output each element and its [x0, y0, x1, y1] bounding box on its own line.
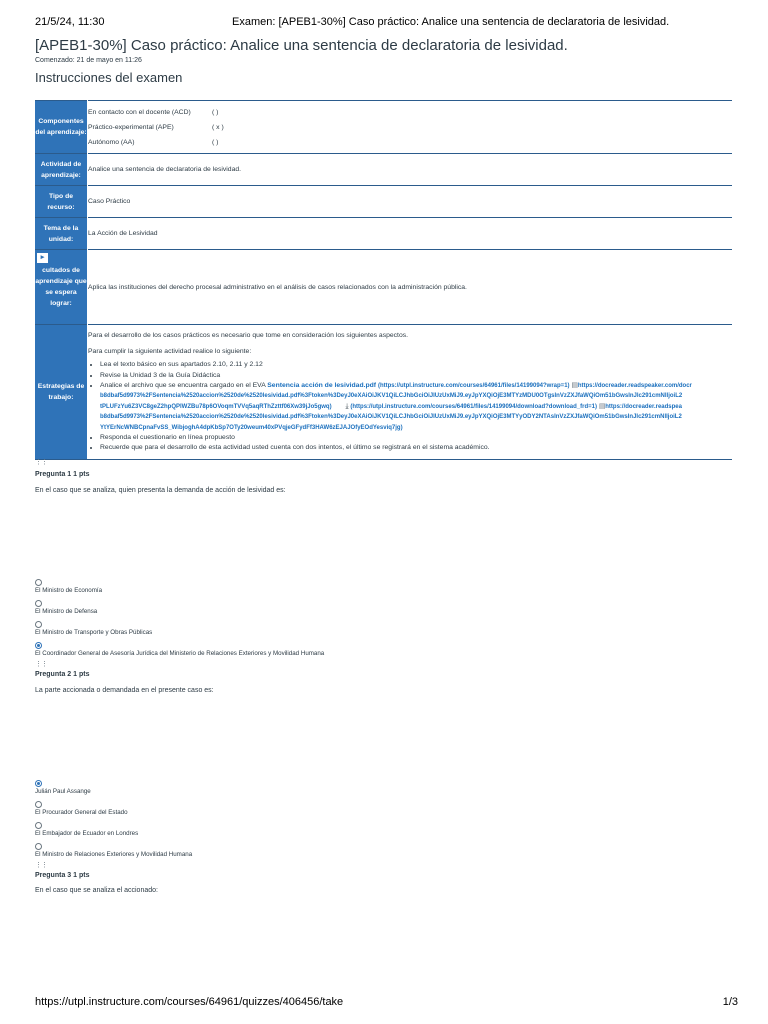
answer-label[interactable]: El Ministro de Economía	[35, 587, 103, 594]
answer-label[interactable]: El Ministro de Defensa	[35, 608, 98, 615]
question-text: En el caso que se analiza el accionado:	[35, 887, 158, 894]
page-url: https://utpl.instructure.com/courses/64961/quizzes/406456/take	[35, 996, 344, 1008]
instructions-heading: Instrucciones del examen	[35, 70, 183, 85]
row-componentes	[35, 101, 732, 154]
list-item: • Lea el texto básico en sus apartados 2.10, 2.11 y 2.12	[100, 360, 728, 370]
expand-toggle-icon[interactable]: ▸	[37, 253, 48, 263]
readspeaker-icon: ▤	[598, 402, 606, 410]
page-number: 1/3	[722, 996, 738, 1008]
label-componentes: Componentes del aprendizaje:	[35, 101, 88, 154]
strategy-paragraph: Para cumplir la siguiente actividad realice lo siguiente:	[88, 348, 252, 356]
answer-radio[interactable]	[35, 822, 42, 829]
answer-radio[interactable]	[35, 843, 42, 850]
row-resultados	[35, 250, 732, 325]
readspeaker-link[interactable]: YtYErNcWNBCpnaFvSS_WibjoghA4dpKbSp7OTy20weum40xPVqjeGFydFf3HAW6zEJAJOfyEOdYesviq7jg)	[100, 424, 403, 431]
answer-radio[interactable]	[35, 801, 42, 808]
strategy-list	[88, 360, 728, 454]
question-header: Pregunta 1 1 pts	[35, 471, 90, 478]
answer-label[interactable]: El Ministro de Transporte y Obras Públicas	[35, 629, 153, 636]
label-tema: Tema de la unidad:	[35, 218, 88, 250]
print-datetime: 21/5/24, 11:30	[35, 16, 105, 28]
label-estrategias: Estrategias de trabajo:	[35, 325, 88, 460]
drag-handle-icon[interactable]: ⋮⋮	[35, 459, 47, 466]
value-tema: La Acción de Lesividad	[88, 218, 733, 250]
readspeaker-link[interactable]: b8dbaf5d9973%2FSentencia%2520accion%2520de%2520lesividad.pdf%3Ftoken%3DeyJ0eXAiOiJKV1QiLCJhbGciOiJIUzUxMiJ9.eyJpYXQiOjE3MTYyODY2NTAsInVzZXJfaWQiOm51bGwsInJlc291cmNlIjoiL2	[100, 414, 682, 421]
componente-item: En contacto con el docente (ACD) ( )	[88, 108, 219, 116]
answer-label[interactable]: El Ministro de Relaciones Exteriores y Movilidad Humana	[35, 851, 193, 858]
exam-info-table	[35, 100, 732, 460]
strategy-paragraph: Para el desarrollo de los casos prácticos es necesario que tome en consideración los siguientes aspectos.	[88, 332, 409, 340]
list-item: • Responda el cuestionario en línea propuesto	[100, 433, 728, 443]
drag-handle-icon[interactable]: ⋮⋮	[35, 661, 47, 668]
label-tipo: Tipo de recurso:	[35, 186, 88, 218]
row-estrategias	[35, 325, 732, 460]
question-text: En el caso que se analiza, quien presenta la demanda de acción de lesividad es:	[35, 487, 286, 494]
componente-item: Autónomo (AA) ( )	[88, 138, 219, 146]
sentencia-pdf-link[interactable]: Sentencia acción de lesividad.pdf	[267, 381, 377, 389]
answer-label[interactable]: El Coordinador General de Asesoría Jurídica del Ministerio de Relaciones Exteriores y Movilidad Humana	[35, 650, 325, 657]
question-text: La parte accionada o demandada en el presente caso es:	[35, 687, 214, 694]
print-title: Examen: [APEB1-30%] Caso práctico: Analice una sentencia de declaratoria de lesividad.	[232, 16, 670, 28]
readspeaker-icon: ▤	[571, 381, 578, 389]
page-title: [APEB1-30%] Caso práctico: Analice una sentencia de declaratoria de lesividad.	[35, 37, 568, 54]
answer-label[interactable]: Julián Paul Assange	[35, 788, 91, 795]
readspeaker-link[interactable]: tPLUFzYu6Z3VC8geZ2hpQPlWZBu78p6OVoqmTVVq5aqRThZzttf06Xw39jJo5gwq)	[100, 403, 332, 410]
readspeaker-link[interactable]: https://docreader.readspeaker.com/docr	[577, 382, 692, 389]
readspeaker-link[interactable]: https://docreader.readspea	[605, 403, 682, 410]
download-link[interactable]: (https://utpl.instructure.com/courses/64961/files/14199094/download?download_frd=1)	[350, 403, 597, 410]
label-resultados: cultados de aprendizaje que se espera lograr:	[35, 267, 87, 307]
row-tipo	[35, 186, 732, 218]
answer-label[interactable]: El Embajador de Ecuador en Londres	[35, 830, 139, 837]
list-item: • Analice el archivo que se encuentra cargado en el EVA Sentencia acción de lesividad.pdf (https://utpl.instructure.com/courses/64961/files/14199094?wrap=1) ▤https://docreader.readspeaker.com/docr	[100, 381, 728, 391]
label-actividad: Actividad de aprendizaje:	[35, 154, 88, 186]
file-url-link[interactable]: (https://utpl.instructure.com/courses/64961/files/14199094?wrap=1)	[377, 382, 570, 389]
value-actividad: Analice una sentencia de declaratoria de lesividad.	[88, 154, 733, 186]
answer-radio[interactable]	[35, 579, 42, 586]
started-timestamp: Comenzado: 21 de mayo en 11:26	[35, 57, 142, 64]
question-header: Pregunta 2 1 pts	[35, 671, 90, 678]
value-resultados: Aplica las instituciones del derecho procesal administrativo en el análisis de casos relacionados con la administración pública.	[88, 250, 733, 325]
list-item: • Recuerde que para el desarrollo de esta actividad usted cuenta con dos intentos, el último se registrará en el sistema académico.	[100, 443, 728, 453]
list-item: • Revise la Unidad 3 de la Guía Didáctica	[100, 371, 728, 381]
question-header: Pregunta 3 1 pts	[35, 872, 90, 879]
answer-radio[interactable]	[35, 621, 42, 628]
answer-radio[interactable]	[35, 600, 42, 607]
download-icon[interactable]: ⤓	[345, 402, 349, 410]
componente-item: Práctico-experimental (APE) ( x )	[88, 123, 224, 131]
row-tema	[35, 218, 732, 250]
row-actividad	[35, 154, 732, 186]
answer-label[interactable]: El Procurador General del Estado	[35, 809, 128, 816]
readspeaker-link[interactable]: b8dbaf5d9973%2FSentencia%2520accion%2520de%2520lesividad.pdf%3Ftoken%3DeyJ0eXAiOiJKV1QiLCJhbGciOiJIUzUxMiJ9.eyJpYXQiOjE3MTYzMDU0OTgsInVzZXJfaWQiOm51bGwsInJlc291cmNlIjoiL2	[100, 393, 683, 400]
value-tipo: Caso Práctico	[88, 186, 733, 218]
drag-handle-icon[interactable]: ⋮⋮	[35, 862, 47, 869]
answer-radio-selected[interactable]	[35, 780, 42, 787]
answer-radio-selected[interactable]	[35, 642, 42, 649]
